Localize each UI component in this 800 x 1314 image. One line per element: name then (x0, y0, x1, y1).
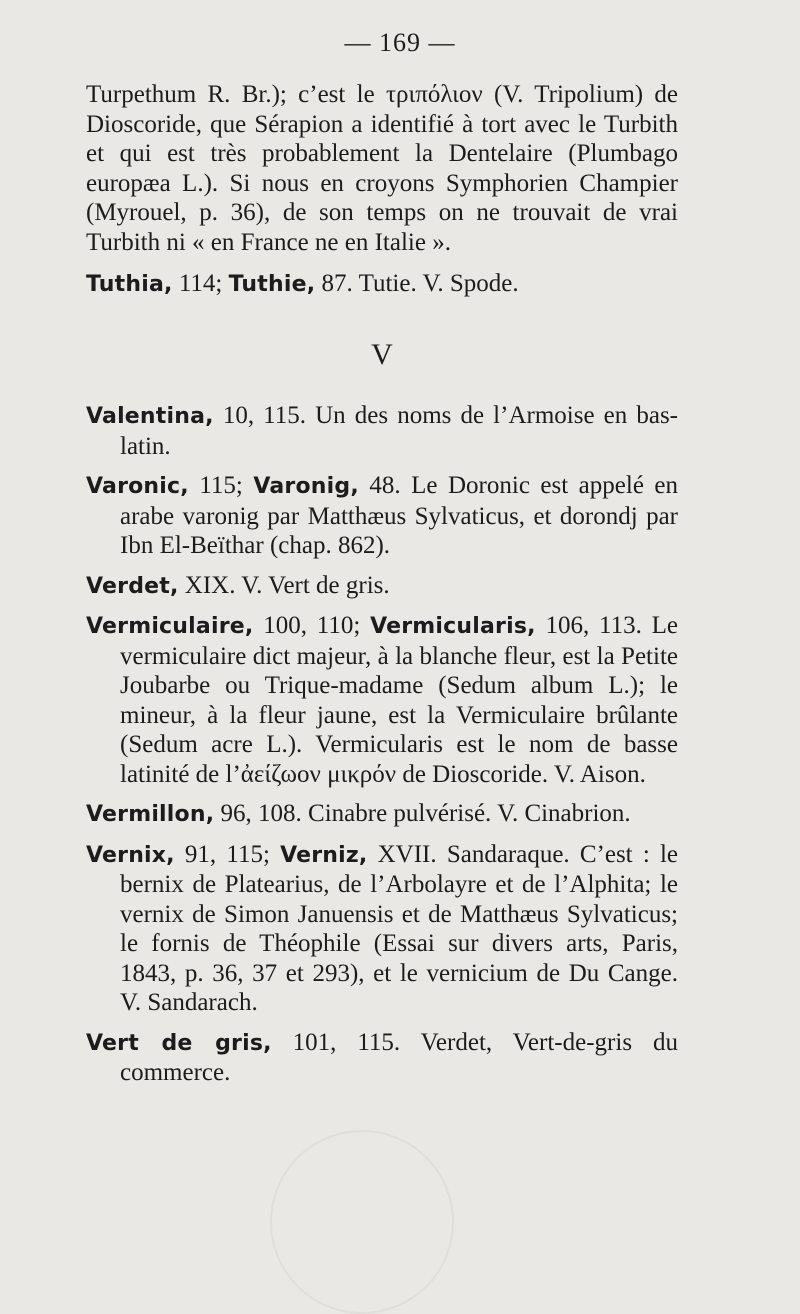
entry-refs: 114; (172, 270, 229, 297)
entry-text: 10, 115. Un des noms de l’Armoise en bas-latin. (120, 402, 678, 460)
entry-text: 96, 108. Cinabre pulvérisé. V. Cinabrion. (214, 800, 631, 827)
entry-verdet (86, 571, 678, 602)
entry-vermillon (86, 799, 678, 830)
entry-text: 101, 115. Verdet, Vert-de-gris du commerce. (120, 1028, 678, 1086)
headword: Vermicularis, (370, 614, 536, 639)
entry-text: 106, 113. Le vermiculaire dict majeur, à la blanche fleur, est la Petite Joubarbe ou Trique-madame (Sedum album L.); le mineur, à la fleur jaune, est la Vermiculaire brûlante (Sedum acre L.). Vermicularis est le nom de basse latinité de l’ἀείζωον μικρόν de Dioscoride. V. Aison. (120, 612, 678, 788)
headword: Verniz, (280, 842, 368, 868)
section-letter: V (371, 337, 393, 371)
headword: Varonig, (253, 474, 359, 499)
headword: Vernix, (86, 842, 175, 868)
entry-vert-de-gris (86, 1028, 678, 1088)
intro-paragraph: Turpethum R. Br.); c’est le τριπόλιον (V. Tripolium) de Dioscoride, que Sérapion a identifié à tort avec le Turbith et qui est très probablement la Dentelaire (Plumbago europæa L.). Si nous en croyons Symphorien Champier (Myrouel, p. 36), de son temps on ne trouvait de vrai Turbith ni « en France ne en Italie ». (86, 81, 678, 256)
headword: Varonic, (86, 474, 189, 499)
headword: Vermillon, (86, 802, 215, 827)
headword: Valentina, (86, 404, 214, 429)
headword: Tuthia, (86, 272, 173, 297)
headword: Verdet, (86, 573, 179, 599)
entry-vermiculaire (86, 611, 678, 789)
entry-text: 48. Le Doronic est appelé en arabe varonig par Matthæus Sylvaticus, et dorondj par Ibn El-Beïthar (chap. 862). (120, 472, 678, 559)
entry-tuthia (86, 269, 678, 300)
entry-refs: 91, 115; (174, 840, 281, 868)
library-stamp (270, 1130, 454, 1314)
page-number: — 169 — (344, 28, 456, 57)
entry-valentina (86, 401, 678, 461)
entry-refs: 100, 110; (253, 612, 371, 639)
entry-text: 87. Tutie. V. Spode. (315, 270, 519, 297)
headword: Vermiculaire, (86, 614, 254, 639)
headword: Vert de gris, (86, 1030, 272, 1056)
headword: Tuthie, (228, 272, 316, 297)
entry-varonic (86, 471, 678, 561)
entry-text: XVII. Sandaraque. C’est : le bernix de Platearius, de l’Arbolayre et de l’Alphita; le vernix de Simon Januensis et de Matthæus Sylvaticus; le fornis de Théophile (Essai sur divers arts, Paris, 1843, p. 36, 37 et 293), et le vernicium de Du Cange. V. Sandarach. (120, 840, 678, 1016)
entry-text: XIX. V. Vert de gris. (178, 571, 390, 599)
text-block (86, 80, 678, 1088)
entry-vernix (86, 840, 678, 1018)
entry-refs: 115; (188, 472, 254, 499)
